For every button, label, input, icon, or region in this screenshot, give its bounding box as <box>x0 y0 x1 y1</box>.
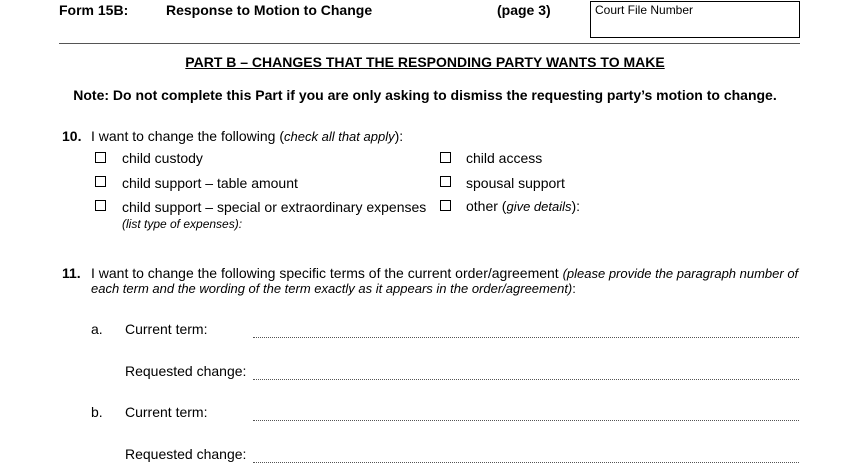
part-b-title: PART B – CHANGES THAT THE RESPONDING PARTY WANTS TO MAKE <box>185 54 665 70</box>
checkbox-child-custody[interactable] <box>95 152 106 163</box>
q11-prompt-line2: each term and the wording of the term exactly as it appears in the order/agreement): <box>91 281 576 296</box>
option-child-support-table: child support – table amount <box>122 175 298 191</box>
form-number: Form 15B: <box>59 2 129 18</box>
checkbox-child-access[interactable] <box>440 152 451 163</box>
q11-prompt-line1: I want to change the following specific terms of the current order/agreement (please provide the paragraph number of <box>91 265 799 281</box>
item-a-current-label: Current term: <box>125 321 208 337</box>
option-child-support-special-sub: (list type of expenses): <box>122 217 243 231</box>
option-other: other (give details): <box>466 198 581 214</box>
court-file-number-label: Court File Number <box>595 3 694 17</box>
item-b-requested-field[interactable] <box>253 462 799 463</box>
part-b-note: Note: Do not complete this Part if you are only asking to dismiss the requesting party’s motion to change. <box>73 87 777 103</box>
option-child-custody: child custody <box>122 150 203 166</box>
checkbox-child-support-special[interactable] <box>95 200 106 211</box>
header-divider <box>59 43 800 44</box>
item-a-letter: a. <box>91 321 103 337</box>
item-a-current-field[interactable] <box>253 337 799 338</box>
checkbox-spousal-support[interactable] <box>440 176 451 187</box>
item-b-current-label: Current term: <box>125 404 208 420</box>
q11-number: 11. <box>62 265 81 281</box>
item-a-requested-field[interactable] <box>253 379 799 380</box>
option-child-support-special: child support – special or extraordinary expenses <box>122 199 427 215</box>
checkbox-child-support-table[interactable] <box>95 176 106 187</box>
option-child-access: child access <box>466 150 543 166</box>
item-b-requested-label: Requested change: <box>125 446 247 462</box>
page-number: (page 3) <box>497 2 551 18</box>
checkbox-other[interactable] <box>440 200 451 211</box>
item-b-current-field[interactable] <box>253 420 799 421</box>
court-file-number-field[interactable] <box>590 1 800 38</box>
option-spousal-support: spousal support <box>466 175 565 191</box>
q10-prompt: I want to change the following (check all that apply): <box>91 128 404 144</box>
q10-number: 10. <box>62 128 82 144</box>
item-a-requested-label: Requested change: <box>125 363 247 379</box>
item-b-letter: b. <box>91 404 103 420</box>
form-title: Response to Motion to Change <box>166 2 373 18</box>
